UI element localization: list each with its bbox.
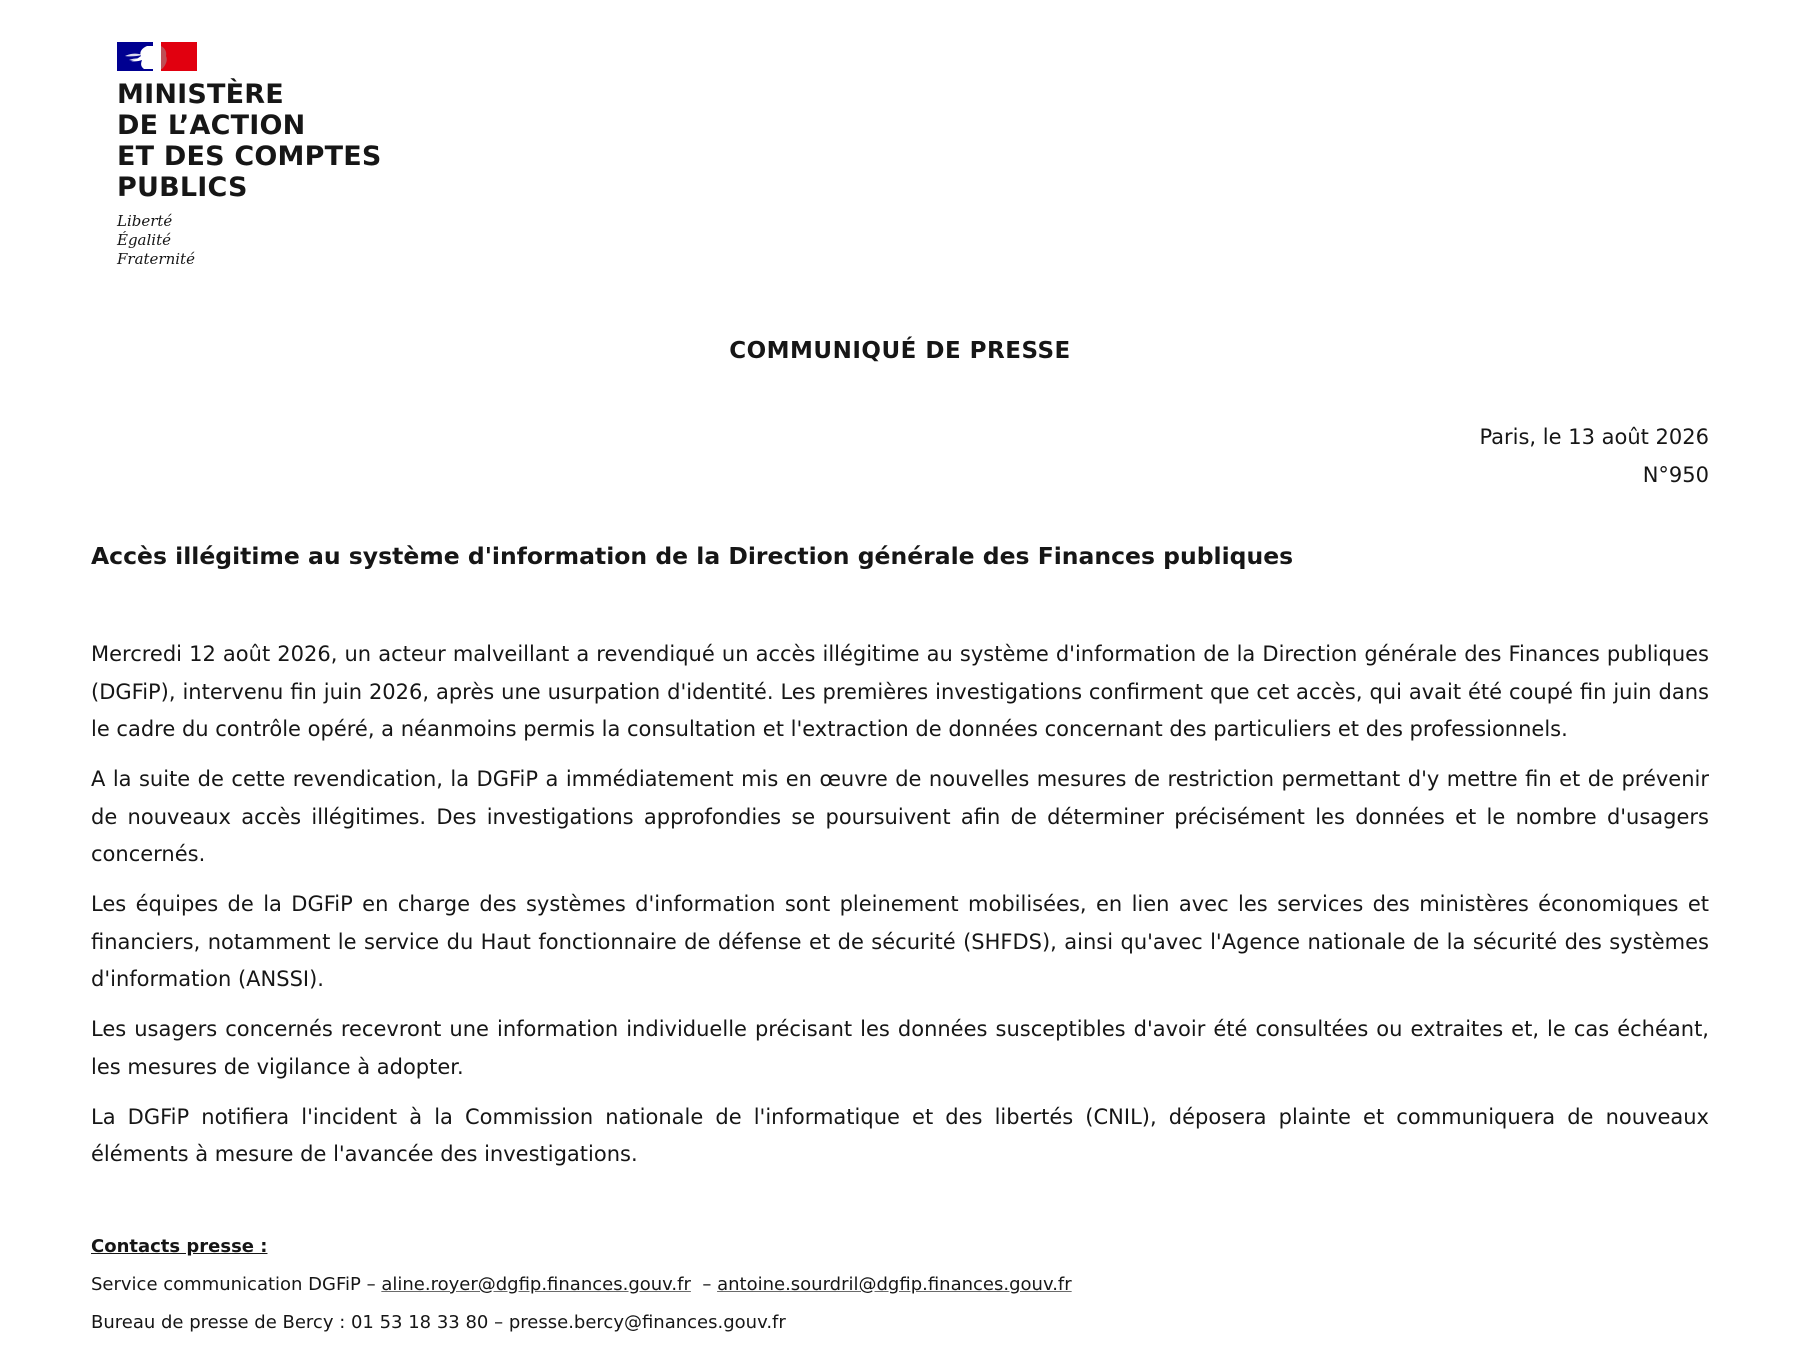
marianne-flag-icon [117, 42, 197, 71]
dgfip-contact-line [91, 1266, 1072, 1304]
bercy-email: presse.bercy@finances.gouv.fr [508, 1312, 786, 1333]
ministry-name-line: MINISTÈRE [117, 79, 284, 110]
motto-line: Égalité [117, 231, 171, 249]
motto-line: Fraternité [117, 250, 195, 268]
email-link-aline-royer[interactable]: aline.royer@dgfip.finances.gouv.fr [381, 1274, 691, 1295]
press-release-title: COMMUNIQUÉ DE PRESSE [729, 338, 1071, 364]
bercy-contact-label: Bureau de presse de Bercy : 01 53 18 33 80 – [91, 1312, 504, 1333]
paragraph: A la suite de cette revendication, la DGFiP a immédiatement mis en œuvre de nouvelles mesures de restriction permettant d'y mettre fin et de prévenir de nouveaux accès illégitimes. Des investigations approfondies se poursuivent afin de déterminer précisément les données et le nombre d'usagers concernés. [91, 767, 1709, 866]
contacts-title: Contacts presse : [91, 1236, 268, 1257]
bercy-contact-line [91, 1304, 1072, 1342]
ministry-logo [117, 42, 382, 269]
contact-separator: – [702, 1274, 712, 1295]
ministry-name-line: PUBLICS [117, 172, 248, 203]
headline: Accès illégitime au système d'information de la Direction générale des Finances publiques [91, 542, 1294, 570]
dgfip-contact-label: Service communication DGFiP – [91, 1274, 376, 1295]
paragraph: La DGFiP notifiera l'incident à la Commission nationale de l'informatique et des libertés (CNIL), déposera plainte et communiquera de nouveaux éléments à mesure de l'avancée des investigations. [91, 1104, 1709, 1166]
ministry-name-line: DE L’ACTION [117, 110, 306, 141]
ministry-name [117, 79, 382, 203]
republic-motto [117, 212, 382, 269]
motto-line: Liberté [117, 212, 173, 230]
ministry-name-line: ET DES COMPTES [117, 141, 382, 172]
release-date: Paris, le 13 août 2026 [1479, 425, 1709, 449]
paragraph: Mercredi 12 août 2026, un acteur malveillant a revendiqué un accès illégitime au système d'information de la Direction générale des Finances publiques (DGFiP), intervenu fin juin 2026, après une usurpation d'identité. Les premières investigations confirment que cet accès, qui avait été coupé fin juin dans le cadre du contrôle opéré, a néanmoins permis la consultation et l'extraction de données concernant des particuliers et des professionnels. [91, 642, 1709, 741]
paragraph: Les équipes de la DGFiP en charge des systèmes d'information sont pleinement mobilisées, en lien avec les services des ministères économiques et financiers, notamment le service du Haut fonctionnaire de défense et de sécurité (SHFDS), ainsi qu'avec l'Agence nationale de la sécurité des systèmes d'information (ANSSI). [91, 892, 1709, 991]
paragraph: Les usagers concernés recevront une information individuelle précisant les données susceptibles d'avoir été consultées ou extraites et, le cas échéant, les mesures de vigilance à adopter. [91, 1017, 1709, 1079]
date-block [1479, 418, 1709, 494]
email-link-antoine-sourdril[interactable]: antoine.sourdril@dgfip.finances.gouv.fr [717, 1274, 1072, 1295]
press-contacts [91, 1228, 1072, 1342]
release-number: N°950 [1642, 463, 1709, 487]
body-text [91, 636, 1709, 1186]
